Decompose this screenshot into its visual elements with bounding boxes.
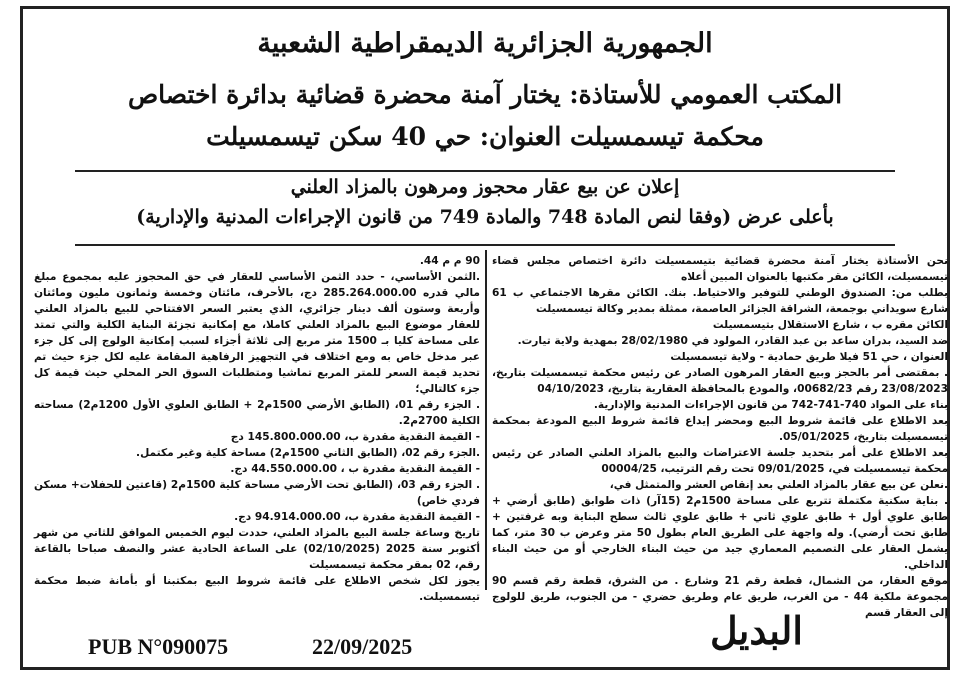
right-column bbox=[492, 253, 948, 621]
paragraph: يجوز لكل شخص الاطلاع على قائمة شروط البيع بمكتبنا أو بأمانة ضبط محكمة تيسمسيلت. bbox=[34, 575, 480, 603]
paragraph: موقع العقار، من الشمال، قطعة رقم 21 وشارع . من الشرق، قطعة رقم قسم 90 مجموعة ملكية 44 - من الغرب، طريق عام وطريق حضري - من الجنوب، طريق للولوج إلى العقار قسم bbox=[492, 575, 948, 619]
paragraph: - القيمة النقدية مقدرة ب، 94.914.000.00 دج. bbox=[234, 511, 480, 523]
header-office: المكتب العمومي للأستاذة: يختار آمنة محضرة قضائية بدائرة اختصاص bbox=[127, 80, 843, 109]
paragraph: .نعلن عن بيع عقار بالمزاد العلني بعد إنقاص العشر والمتمثل في، bbox=[609, 479, 948, 491]
publication-date: 22/09/2025 bbox=[312, 634, 413, 659]
paragraph: . الجزء رقم 01، (الطابق الأرضي 1500م2 + الطابق العلوي الأول 1200م2) مساحته الكلية 2700م2. bbox=[34, 399, 481, 427]
notice-subtitle: بأعلى عرض (وفقا لنص المادة 748 والمادة 749 من قانون الإجراءات المدنية والإدارية) bbox=[136, 206, 834, 228]
paragraph: . بمقتضى أمر بالحجز وبيع العقار المرهون الصادر عن رئيس محكمة تيسمسيلت بتاريخ، 23/08/2023 رقم 00682/23، والمودع بالمحافظة العقارية بتاريخ، 04/10/2023 bbox=[492, 367, 948, 395]
column-divider bbox=[485, 250, 487, 590]
paragraph: ضد السيد، بدران ساعد بن عبد القادر، المولود في 28/02/1980 بمهدية ولاية تيارت. bbox=[517, 335, 948, 347]
paragraph: .الجزء رقم 02، (الطابق الثاني 1500م2) مساحة كلية وغير مكتمل. bbox=[136, 447, 480, 459]
paragraph: - القيمة النقدية مقدرة ب، 145.800.000.00 دج bbox=[230, 431, 480, 443]
header-address: محكمة تيسمسيلت العنوان: حي 40 سكن تيسمسيلت bbox=[206, 122, 764, 151]
paragraph: تاريخ وساعة جلسة البيع بالمزاد العلني، حددت ليوم الخميس الموافق للثاني من شهر أكتوبر سنة 2025 (02/10/2025) على الساعة الحادية عشر والنصف صباحا بالقاعة رقم، 02 بمقر محكمة تيسمسيلت bbox=[34, 527, 481, 571]
paragraph: بناء على المواد 740-741-742 من قانون الإجراءات المدنية والإدارية. bbox=[593, 399, 948, 411]
paragraph: بعد الاطلاع على أمر بتحديد جلسة الاعتراضات والبيع بالمزاد العلني الصادر عن رئيس محكمة تيسمسيلت في، 09/01/2025 تحت رقم الترتيب، 00004/25 bbox=[492, 447, 948, 475]
paragraph: الكائن مقره ب ، شارع الاستقلال بتيسمسيلت bbox=[712, 319, 948, 331]
paragraph: بعد الاطلاع على قائمة شروط البيع ومحضر إيداع قائمة شروط البيع المودعة بمحكمة تيسمسيلت بتاريخ، 05/01/2025. bbox=[492, 415, 948, 443]
header-republic: الجمهورية الجزائرية الديمقراطية الشعبية bbox=[257, 28, 713, 59]
notice-title: إعلان عن بيع عقار محجوز ومرهون بالمزاد العلني bbox=[290, 176, 680, 198]
paragraph: . بناية سكنية مكتملة تتربع على مساحة 1500م2 (15آر) ذات طوابق (طابق أرضي + طابق علوي أول + طابق علوي ثاني + طابق علوي ثالث سطح البناية وبه غرفتين + طابق تحت أرضي). وله واجهة على الطريق العام بطول 50 متر وعرض ب 30 متر، كما يشمل العقار على التصميم المعماري جيد من حيث البناء الخارجي أو من حيث البناء الداخلي. bbox=[492, 495, 949, 571]
paragraph: نحن الأستاذة يختار آمنة محضرة قضائية بتيسمسيلت دائرة اختصاص مجلس قضاء تيسمسيلت، الكائن مقر مكتبها بالعنوان المبين أعلاه bbox=[492, 255, 948, 283]
paragraph: .الثمن الأساسي، - حدد الثمن الأساسي للعقار في حق المحجوز عليه بمجموع مبلغ مالي قدره 285.264.000.00 دج، بالأحرف، مائتان وخمسة وثمانون مليون ومائتان وأربعة وستون ألف دينار جزائري، الذي يعتبر السعر الافتتاحي للبيع بالمزاد العلني للعقار موضوع البيع بالمزاد العلني كاملا، مع إمكانية تجزئة البناية الكلية والتي تمتد على مساحة كليا بـ 1500 متر مربع إلى ثلاثة أجزاء لسبب إمكانية الولوج إلى كل جزء عبر مدخل خاص به ومع اختلاف في التجهيز الرفاهية المقامة عليه لكل جزء حيث تم تحديد قيمة السعر للمتر المربع تماشيا ومتطلبات السوق الحر المحلي حيث قيمة كل جزء كالتالي؛ bbox=[34, 271, 480, 395]
publication-number: PUB N°090075 bbox=[88, 634, 229, 659]
notice-title-box bbox=[75, 170, 895, 246]
paragraph: - القيمة النقدية مقدرة ب ، 44.550.000.00 دج. bbox=[230, 463, 480, 475]
newspaper-name: البديل bbox=[710, 608, 803, 653]
left-column bbox=[34, 253, 480, 605]
paragraph: 90 م م 44. bbox=[419, 255, 480, 267]
paragraph: العنوان ، حي 51 فيلا طريق حمادية - ولاية تيسمسيلت bbox=[670, 351, 948, 363]
paragraph: . الجزء رقم 03، (الطابق تحت الأرضي مساحة كلية 1500م2 (قاعتين للحفلات+ مسكن فردي خاص) bbox=[34, 479, 480, 507]
paragraph: بطلب من: الصندوق الوطني للتوفير والاحتياط. بنك. الكائن مقرها الاجتماعي ب 61 شارع سويداني بوجمعة، الشراقة الجزائر العاصمة، ممثلة بمدير وكالة تيسمسيلت bbox=[492, 287, 948, 315]
